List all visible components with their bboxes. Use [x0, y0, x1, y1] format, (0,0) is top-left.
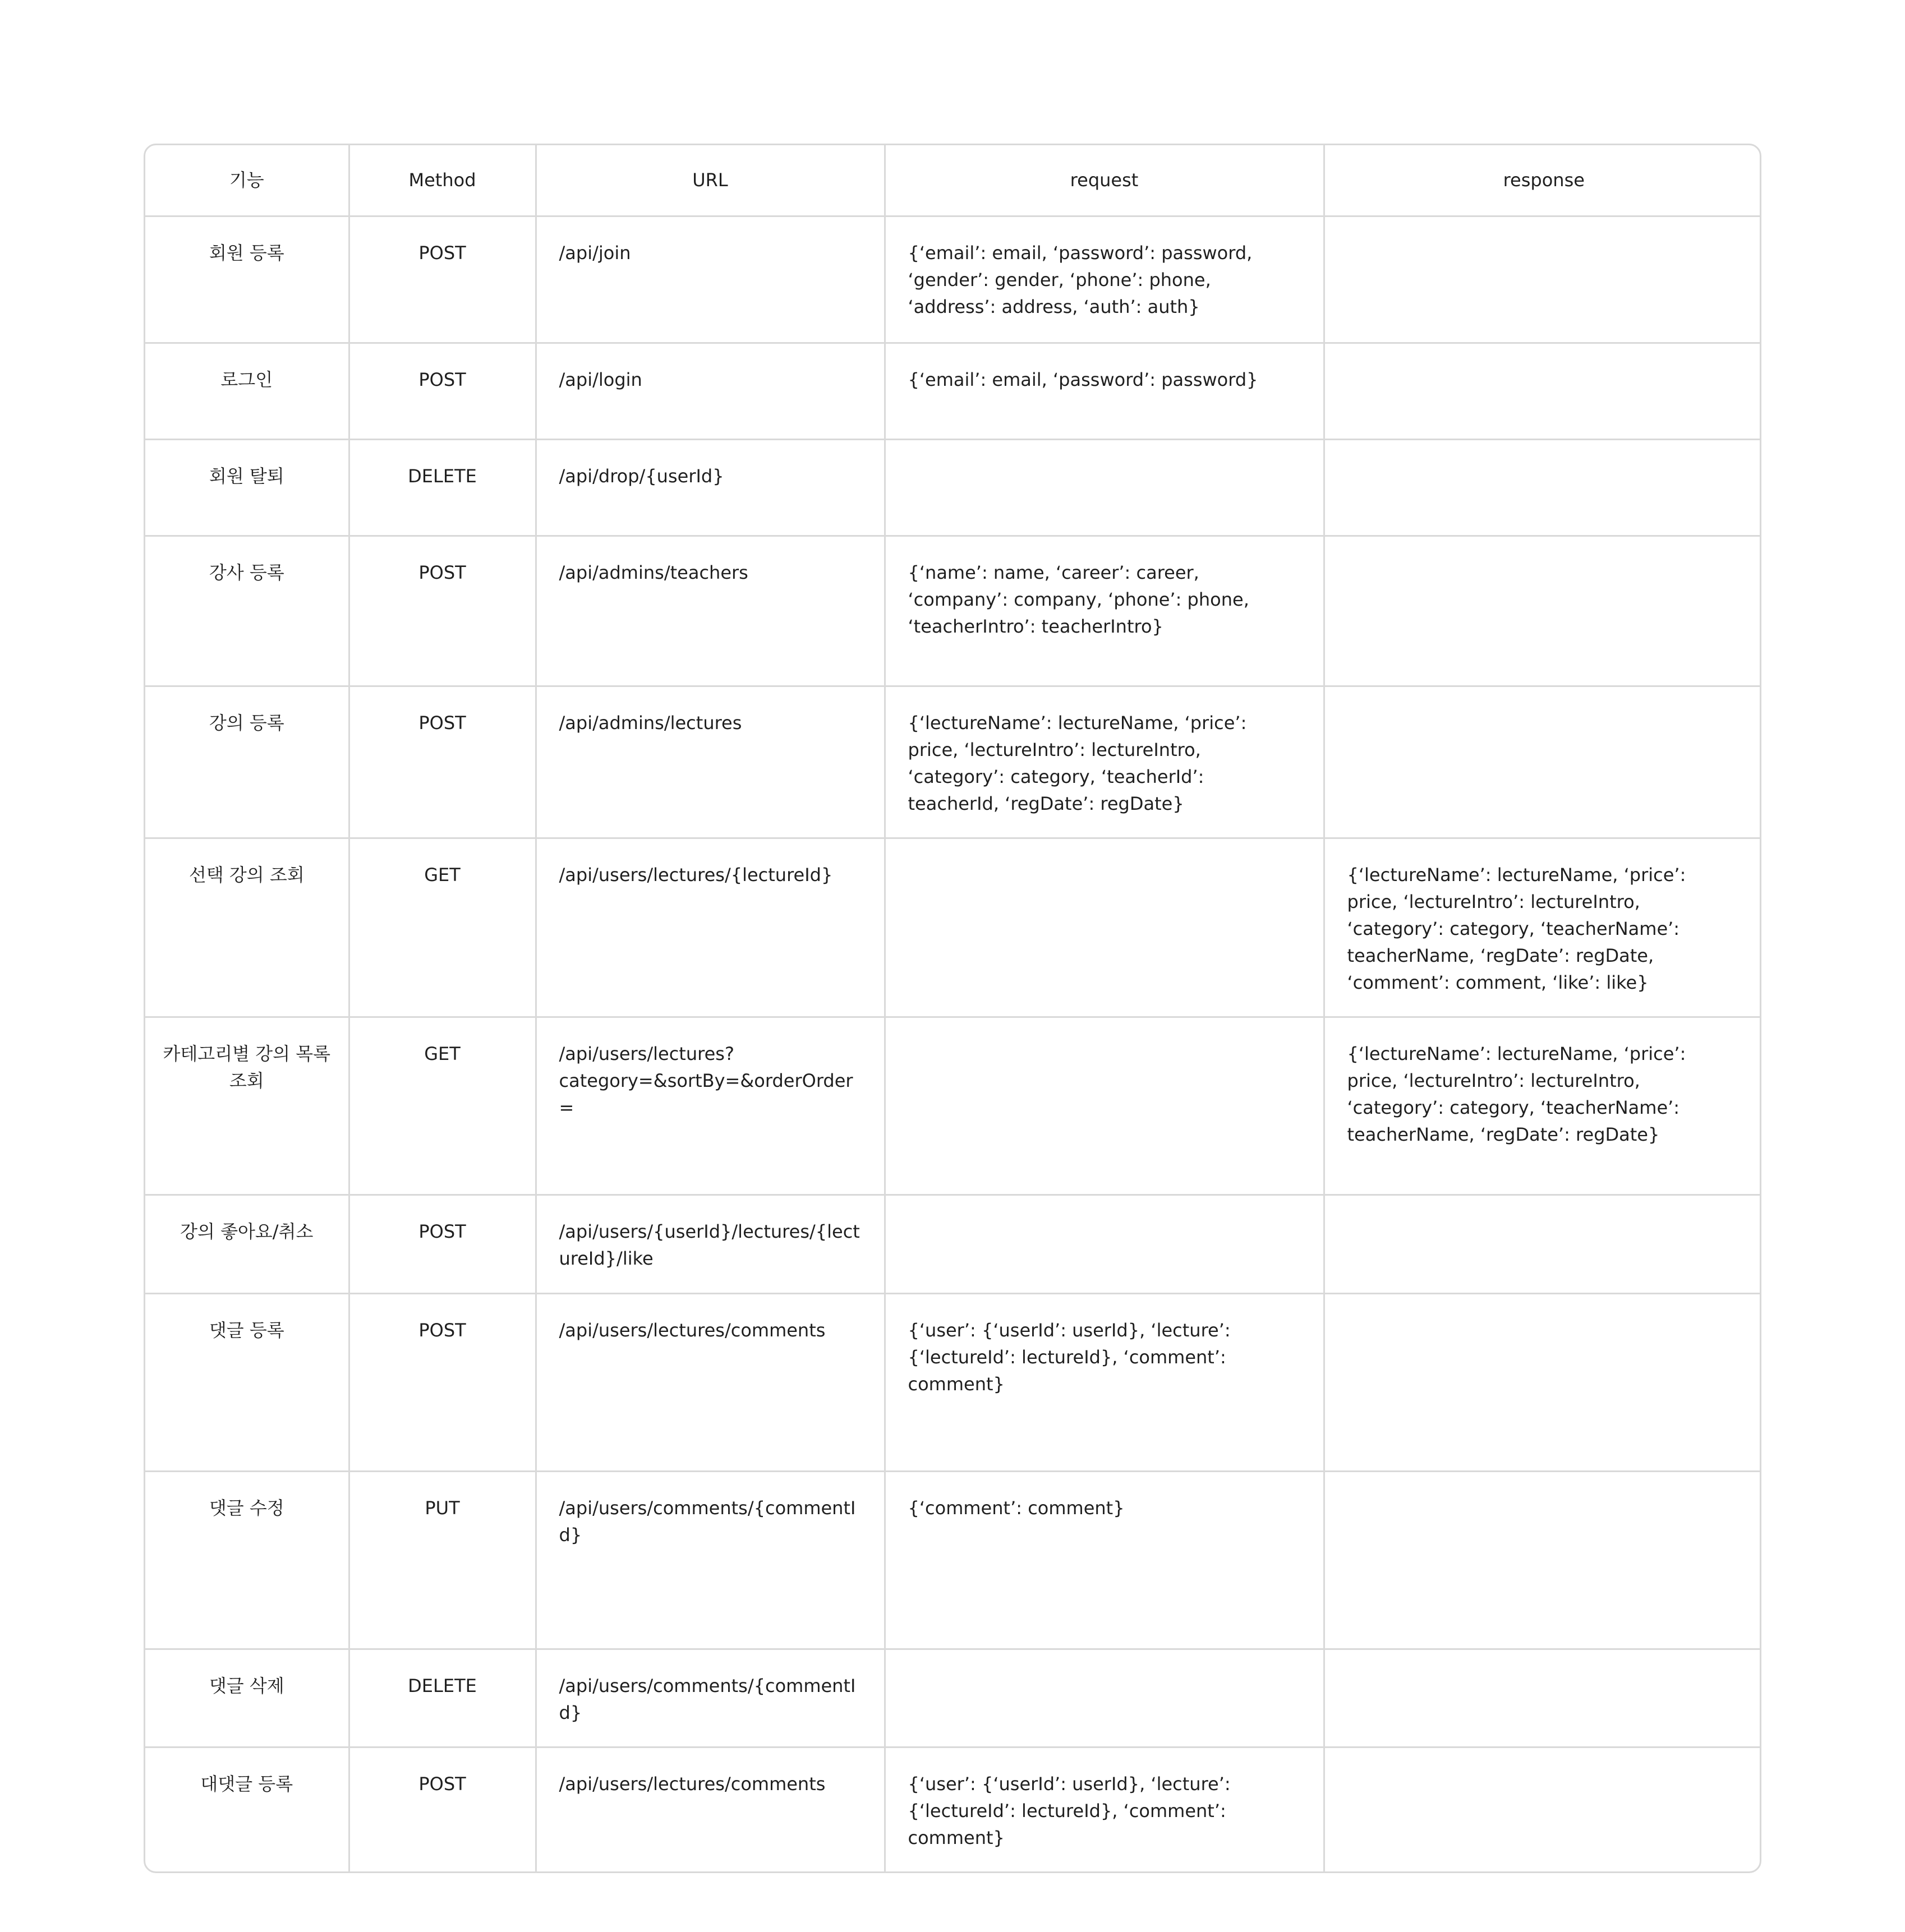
cell-method: POST	[349, 1747, 536, 1871]
cell-response	[1324, 216, 1761, 343]
table-row	[145, 216, 1761, 343]
cell-request	[885, 1649, 1324, 1747]
api-spec-table-container	[144, 144, 1761, 1873]
cell-feature: 강의 좋아요/취소	[145, 1195, 349, 1293]
table-row	[145, 1471, 1761, 1649]
header-request: request	[885, 145, 1324, 216]
cell-method: GET	[349, 838, 536, 1017]
cell-response	[1324, 1195, 1761, 1293]
cell-feature: 카테고리별 강의 목록 조회	[145, 1017, 349, 1195]
cell-method: DELETE	[349, 439, 536, 536]
cell-request	[885, 838, 1324, 1017]
cell-url: /api/users/lectures?category=&sortBy=&orderOrder=	[536, 1017, 885, 1195]
table-row	[145, 1017, 1761, 1195]
cell-response	[1324, 343, 1761, 439]
cell-feature: 댓글 등록	[145, 1293, 349, 1471]
cell-request: {‘email’: email, ‘password’: password, ‘gender’: gender, ‘phone’: phone, ‘address’: address, ‘auth’: auth}	[885, 216, 1324, 343]
cell-response: {‘lectureName’: lectureName, ‘price’: price, ‘lectureIntro’: lectureIntro, ‘category’: category, ‘teacherName’: teacherName, ‘regDate’: regDate}	[1324, 1017, 1761, 1195]
cell-url: /api/users/comments/{commentId}	[536, 1471, 885, 1649]
api-spec-table	[145, 145, 1761, 1871]
cell-request: {‘name’: name, ‘career’: career, ‘company’: company, ‘phone’: phone, ‘teacherIntro’: teacherIntro}	[885, 536, 1324, 686]
table-row	[145, 686, 1761, 838]
table-row	[145, 536, 1761, 686]
cell-feature: 로그인	[145, 343, 349, 439]
cell-request: {‘comment’: comment}	[885, 1471, 1324, 1649]
cell-method: PUT	[349, 1471, 536, 1649]
cell-url: /api/users/comments/{commentId}	[536, 1649, 885, 1747]
cell-feature: 회원 등록	[145, 216, 349, 343]
cell-request: {‘lectureName’: lectureName, ‘price’: price, ‘lectureIntro’: lectureIntro, ‘category’: category, ‘teacherId’: teacherId, ‘regDate’: regDate}	[885, 686, 1324, 838]
cell-method: DELETE	[349, 1649, 536, 1747]
cell-url: /api/users/lectures/comments	[536, 1747, 885, 1871]
cell-url: /api/join	[536, 216, 885, 343]
cell-url: /api/login	[536, 343, 885, 439]
cell-response	[1324, 686, 1761, 838]
cell-request	[885, 439, 1324, 536]
cell-response	[1324, 1747, 1761, 1871]
table-row	[145, 1195, 1761, 1293]
header-url: URL	[536, 145, 885, 216]
cell-request	[885, 1195, 1324, 1293]
cell-url: /api/users/lectures/{lectureId}	[536, 838, 885, 1017]
cell-url: /api/drop/{userId}	[536, 439, 885, 536]
cell-method: POST	[349, 686, 536, 838]
cell-url: /api/admins/teachers	[536, 536, 885, 686]
cell-method: POST	[349, 216, 536, 343]
table-row	[145, 1649, 1761, 1747]
cell-feature: 선택 강의 조회	[145, 838, 349, 1017]
cell-request: {‘email’: email, ‘password’: password}	[885, 343, 1324, 439]
cell-response	[1324, 1649, 1761, 1747]
cell-request: {‘user’: {‘userId’: userId}, ‘lecture’: {‘lectureId’: lectureId}, ‘comment’: comment}	[885, 1747, 1324, 1871]
cell-method: POST	[349, 536, 536, 686]
cell-request	[885, 1017, 1324, 1195]
cell-url: /api/users/{userId}/lectures/{lectureId}/like	[536, 1195, 885, 1293]
cell-request: {‘user’: {‘userId’: userId}, ‘lecture’: {‘lectureId’: lectureId}, ‘comment’: comment}	[885, 1293, 1324, 1471]
table-header-row	[145, 145, 1761, 216]
cell-method: GET	[349, 1017, 536, 1195]
table-row	[145, 1747, 1761, 1871]
cell-response	[1324, 1293, 1761, 1471]
cell-response: {‘lectureName’: lectureName, ‘price’: price, ‘lectureIntro’: lectureIntro, ‘category’: category, ‘teacherName’: teacherName, ‘regDate’: regDate, ‘comment’: comment, ‘like’: like}	[1324, 838, 1761, 1017]
cell-feature: 강의 등록	[145, 686, 349, 838]
header-method: Method	[349, 145, 536, 216]
cell-url: /api/admins/lectures	[536, 686, 885, 838]
table-row	[145, 343, 1761, 439]
table-row	[145, 838, 1761, 1017]
cell-feature: 대댓글 등록	[145, 1747, 349, 1871]
cell-feature: 댓글 수정	[145, 1471, 349, 1649]
cell-method: POST	[349, 343, 536, 439]
cell-method: POST	[349, 1195, 536, 1293]
header-response: response	[1324, 145, 1761, 216]
cell-response	[1324, 536, 1761, 686]
table-row	[145, 1293, 1761, 1471]
cell-method: POST	[349, 1293, 536, 1471]
table-row	[145, 439, 1761, 536]
cell-feature: 회원 탈퇴	[145, 439, 349, 536]
cell-response	[1324, 1471, 1761, 1649]
cell-response	[1324, 439, 1761, 536]
cell-url: /api/users/lectures/comments	[536, 1293, 885, 1471]
cell-feature: 강사 등록	[145, 536, 349, 686]
cell-feature: 댓글 삭제	[145, 1649, 349, 1747]
header-feature: 기능	[145, 145, 349, 216]
